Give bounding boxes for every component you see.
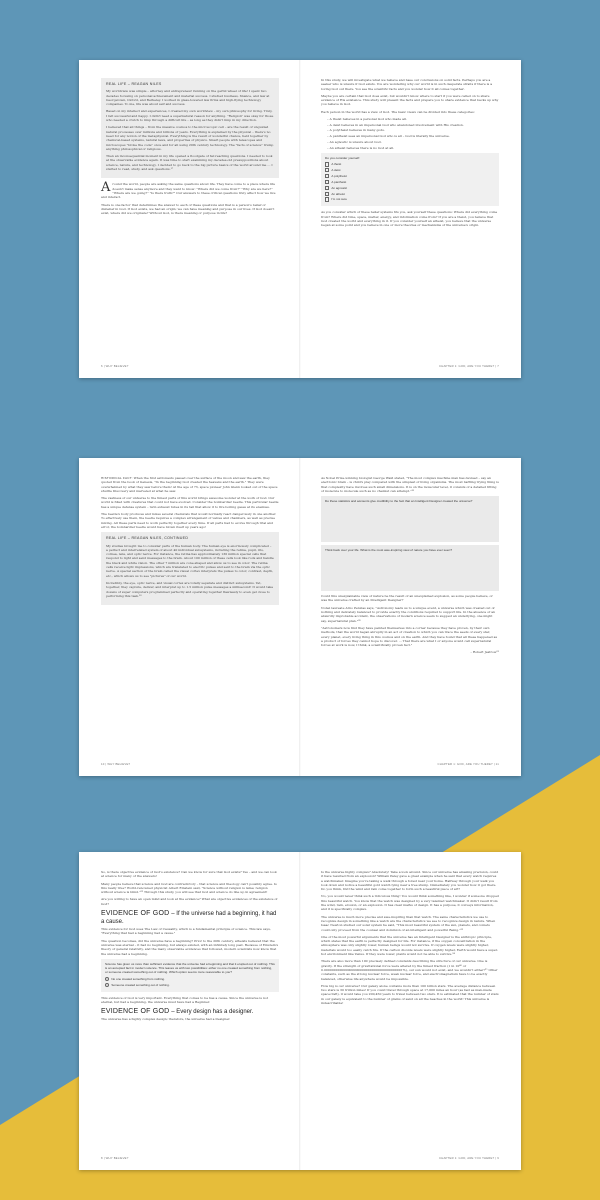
- list-item: – An atheist believes there is no God at all.: [327, 146, 499, 150]
- body-paragraph: The universe has a highly complex design; therefore, the universe had a Designer.: [101, 1017, 231, 1022]
- sidebar-paragraph: I believed that all things – from the massive cosmos to the microscopic cell – are the result of unguided natural processes over millions and billions of years. Everything is explained by the physical – there's no need for any notion of the metaphysical. Everything is the result of wonderful chance, held together by chemical-based systems, natural laws, and properties of physics. Smart people with telescopes and microscopes "broke the code" once and for all using 20th century technology. The "facts of science" trump anything philosophical or religious.: [106, 125, 274, 151]
- checkbox-option[interactable]: A theist: [325, 162, 495, 166]
- worksheet-question: [101, 959, 279, 992]
- sidebar-paragraph: Based on my intellect and experiences, I created my own worldview – my own philosophy for living. Truly, I felt successful and happy. I didn't need a supernatural reason for anything. "Religion" was okay for those who needed a crutch to limp through a difficult life – as long as they didn't limp in my direction.: [106, 109, 274, 123]
- body-paragraph: How big is our universe? Our galaxy alone contains more than 100 billion stars. The average distance between two stars is 30 trillion miles! If you could travel through space at 17,000 miles an hour (as fast as man-made spacecraft), it would take you 200,450 years to travel between two stars. It is estimated that the number of stars in our galaxy is equivalent to the number of grains of sand on all the beaches in the world! This universe is indescribable!: [321, 983, 499, 1006]
- radio-option[interactable]: No one created something from nothing.: [105, 977, 275, 981]
- checkbox-option[interactable]: A polytheist: [325, 174, 495, 178]
- page-footer-right: CHAPTER 1: GOD, ARE YOU THERE? | 7: [439, 364, 499, 368]
- sidebar-title: REAL LIFE – REAGAN NILES: [106, 82, 162, 86]
- sidebar-title: REAL LIFE – REAGAN NILES, CONTINUED: [106, 536, 189, 541]
- body-paragraph: Is the universe highly complex? Absolutely! Take a look around. Since our universe has amazing precision, could it have resulted from an explosion? William Paley gave a great example when he said that every watch requires a watchmaker. Imagine you're taking a walk through a forest near your home. Halfway through your walk you look down and notice a beautiful gold watch lying near a tree stump. Immediately you wonder how it got there. Do you think, Did the wind and rain come together to form such a beautiful piece of art?: [321, 870, 499, 892]
- sidebar-paragraph: My worldview was simple – attorney and entrepreneur running on the gerbil wheel of life! I spent two decades focusing on personal achievement and material success. I studied business, finance, and law at Georgetown, Oxford, and Berkeley. I worked in glass-towered law firms and high-flying technology companies. To me, life was about self and success.: [106, 89, 270, 107]
- body-paragraph: One of the most powerful arguments that the universe has an Intelligent Designer is the anthropic principle, which states that the earth is perfectly designed for life. For instance, if the oxygen concentration in the atmosphere was only slightly lower, human beings would not survive. If oxygen levels were slightly higher, materials would too easily catch fire. If the carbon dioxide levels were slightly higher, Earth would have a super-hot environment like Venus. If they were lower, plants would not be able to survive.²⁴: [321, 934, 499, 957]
- section-heading: [101, 1008, 279, 1016]
- answer-field[interactable]: Do these statistics and accounts give credibility to the fact that an Intelligent Designer created the universe?: [321, 496, 499, 542]
- belief-list: [321, 117, 499, 150]
- body-paragraph: The universe is much more precise and awe-inspiring than that watch. The same characteristics we use to recognize design in something like a watch are the characteristics we see to recognize design in nature. When Isaac Newton studied our solar system he said, "This most beautiful system of the sun, planets, and comets could only proceed from the counsel and dominion of an intelligent and powerful Being."²³: [321, 914, 496, 932]
- page-10: [101, 476, 279, 609]
- heading-sub: – Every design has a designer.: [171, 1009, 254, 1016]
- book-spread-pages-8-9: [79, 852, 521, 1170]
- body-paragraph: Many people believe that science and God are contradictory – that science and theology can't possibly agree. Is this really true? World-renowned physicist Albert Einstein said, "Science without religion is lame; religion without science is blind."²² Through this study, you will see that God and science do line up in agreement!: [101, 881, 277, 895]
- checkbox-option[interactable]: I'm not sure: [325, 197, 495, 201]
- page-footer-right: CHAPTER 1: GOD, ARE YOU THERE? | 9: [439, 1156, 499, 1160]
- body-paragraph: There are also more than 100 precisely defined constants describing the structure of our universe. One is gravity. If the strength of gravitational force were altered by the tiniest fraction (1 in 10⁴⁰ or 0.0000000000000000000000000000000000000001%), our sun would not exist, and we wouldn't either!²⁵ Other constants, such as the strong nuclear force, weak nuclear force, and electromagnetism have to be exactly balanced, otherwise life anywhere would be impossible.: [321, 959, 498, 981]
- sidebar-paragraph: Then an inconsequential moment in my life opened a floodgate of far-reaching questions. I needed to look at the observable evidence again. It was time to start examining my decades-old presuppositions about science, nature, and technology. I decided to go back to the big picture basics of the world around me … I started to read, study, and ask questions.¹⁷: [106, 154, 273, 172]
- list-item: – A theist believes in a personal God who made all.: [327, 117, 499, 121]
- sidebar-paragraph: Incredibly, the eye, optic nerve, and visual cortex are totally separate and distinct subsystems. Yet, together, they capture, deliver, and interpret up to 1.5 million pulse messages a millisecond! It would take dozens of super computers programmed perfectly and operating together flawlessly to even get close to performing this task.¹⁸: [106, 580, 274, 598]
- body-paragraph: As Nobel Prize-winning biologist George Wald stated, "The most complex machine man has devised – say an electronic brain – is child's play compared with the simplest of living organisms. The most baffling trying thing is that complexity have involves such small dimensions. It is on the molecular level, it consists of a detailed fitting of molecule to molecule such as no chemist can attempt."¹⁹: [321, 476, 499, 493]
- body-paragraph: Could this unexplainable view of nature be the result of an unexplained explosion, as some people believe, or was the universe crafted by an Intelligent Designer?: [321, 594, 493, 603]
- book-spread-pages-10-11: [79, 458, 521, 776]
- drop-cap: A: [101, 180, 111, 196]
- checkbox-option[interactable]: A pantheist: [325, 180, 495, 184]
- historical-fact-text: When the first astronauts passed over the surface of the moon and saw the earth, they quoted from the book of Genesis, "In the beginning God created the heavens and the earth." They were overwhelmed by what they saw before them! At the age of 73, space pioneer John Glenn looked out of the space shuttle Discovery and marveled at what he saw.: [101, 476, 278, 493]
- question-label: Do you consider yourself:: [325, 155, 360, 160]
- body-paragraph: Each person in the world has a view of God. The basic views can be divided into these categories:: [321, 109, 475, 114]
- checkbox-option[interactable]: A deist: [325, 168, 495, 172]
- body-paragraph: The vastness of our universe to the tiniest parts of this world brings awesome wonder at the work of God. Our world is filled with creatures that could not have evolved. Consider the bombardier beetle. This particular beetle has a unique defense system – twin exhaust tubes in its tail that allow it to fire boiling gases at its enemies.: [101, 496, 279, 509]
- body-paragraph: The beetle's body produces and mixes several chemicals that would normally react dangerously in one another. To effectively use them, the beetle requires a complex arrangement of valves and chambers, as well as precise mixing. All these parts need to work perfectly together every time. If all parts had to evolve through trial and error, the bombardier beetle would have blown itself up years ago!: [101, 512, 277, 529]
- page-footer-left: 6 | WHY BELIEVE?: [101, 364, 129, 368]
- body-paragraph: As you consider which of these belief systems fits you, ask yourself these questions: Where did everything come from? Where did time, space, matter, energy, and information come from? If you are a theist, you believe that God created the world and everything in it. If you consider yourself an atheist, you believe that the universe began at some point and you believe in one or more theories or mechanisms of the universe's origin.: [321, 210, 498, 228]
- page-8: [101, 870, 279, 1024]
- body-paragraph: This evidence for God uses The Law of Causality, which is a fundamental principle of science. This law says, "Everything that had a beginning had a cause.": [101, 927, 271, 936]
- body-paragraph: The question becomes, did the universe have a beginning? Prior to the 20th century, atheists believed that the universe was eternal – it had no beginning, but always existed, with an infinitely long past. Because of Einstein's theory of general relativity, and the many observable evidences that followed, modern scientists now know that the universe had a beginning.: [101, 938, 279, 956]
- list-item: – A polytheist believes in many gods.: [327, 128, 499, 132]
- page-9: [321, 870, 499, 1008]
- radio-option[interactable]: Someone created something out of nothing.: [105, 983, 275, 987]
- list-item: – A pantheist sees an impersonal God who is all – God is literally the universe.: [327, 134, 499, 138]
- real-life-sidebar: [101, 532, 279, 605]
- historical-fact-label: HISTORICAL FACT:: [101, 476, 133, 480]
- body-paragraph: So, is there objective evidence of God's existence? Can we know for sure that God exists? Yes – and we can look at science for many of the answers!: [101, 870, 277, 879]
- body-paragraph: Maybe you are certain that God does exist, but wouldn't know where to start if you were called on to share evidence of His existence. This study will present the facts and prepare you to share evidence that backs up why you believe in God.: [321, 93, 499, 107]
- worksheet-question: [321, 153, 499, 207]
- heading-main: EVIDENCE OF GOD: [101, 1008, 170, 1016]
- quote-paragraph: "Astronomers now find they have painted themselves into a corner because they have proven, by their own methods, that the world began abruptly in an act of creation to which you can trace the seeds of every star, every planet, every living thing in this cosmos and on the earth. And they have found that all these happened as a product of forces they cannot hope to discover. … That there are what I or anyone would call supernatural forces at work is now, I think, a scientifically proven fact.": [321, 625, 498, 648]
- book-spread-pages-6-7: [79, 60, 521, 378]
- quote-attribution: – Robert Jastrow²¹: [470, 650, 499, 655]
- sidebar-paragraph: My studies brought me to consider parts of the human body. The human eye is enormously complicated – a perfect and interrelated system of about 40 individual subsystems, including the retina, pupil, iris, cornea, lens, and optic nerve. For instance, the retina has approximately 130 million special cells that respond to light and send messages to the brain. About 100 million of these cells look like rods and handle the black and white vision. The other 7 million are cone-shaped and allow us to see in color. The retina cells receive light impressions, which are translated to electric pulses and sent to the brain via the optic nerve. A special section of the brain called the visual cortex interprets the pulses to color, contrast, depth, etc., which allows us to see "pictures" of our world.: [106, 543, 274, 578]
- body-paragraph: No, you would never think such a ridiculous thing! You would think something like, I wonder if someone dropped this beautiful watch. You know that the watch was designed by a very talented watchmaker. It didn't result from the wind, rain, erosion, or an explosion. It has clear marks of design. It has a purpose, it conveys information, and it is specifically complex.: [321, 894, 499, 912]
- checkbox-option[interactable]: An agnostic: [325, 186, 495, 190]
- real-life-sidebar: [101, 78, 279, 178]
- answer-field[interactable]: Think back over your life. What is the most awe-inspiring view of nature you have ever seen?: [321, 545, 499, 591]
- body-paragraph: [101, 476, 279, 493]
- intro-text: round the world, people are asking the same questions about life. They have come to a place where life doesn't make sense anymore and they want to know: "Where did we come from?" "Why are we here?" "Where are we going?" "Is there truth?" Our answers to these critical questions truly affect how we live and interact.: [101, 182, 276, 200]
- body-paragraph: In this study, we will investigate what we believe and base our conclusions on solid facts. Perhaps you are a seeker who is unsure if God exists. You are wondering why our world is in such desperate straits if there is a loving God out there. You see the scientific facts and you wonder how it all comes together.: [321, 78, 493, 91]
- question-label: Science has given us more than sufficient evidence that the universe had a beginning and that it erupted out of nothing. This is an accepted fact in modern science. This leaves us with two possibilities: either no one created something from nothing, or someone created something out of nothing. Which option seems more reasonable to you?: [105, 961, 275, 975]
- checkbox-option[interactable]: An atheist: [325, 192, 495, 196]
- section-heading: [101, 910, 279, 926]
- body-paragraph: Nobel laureate Arno Penzias says, "Astronomy leads us to a unique event, a universe which was created out of nothing and delicately balanced to provide exactly the conditions required to support life. In the absence of an absurdly improbable accident, the observations of modern science seem to suggest an underlying, one might say, supernatural plan."²⁰: [321, 605, 496, 623]
- page-11: [321, 476, 499, 658]
- page-7: [321, 78, 499, 231]
- page-footer-left: 8 | WHY BELIEVE?: [101, 1156, 129, 1160]
- heading-main: EVIDENCE OF GOD: [101, 910, 170, 918]
- intro-paragraph: [101, 182, 279, 199]
- body-paragraph: Are you willing to have an open mind and look at the evidence? What are objective evidences of the existence of God?: [101, 897, 278, 906]
- page-6: [101, 78, 279, 218]
- heading-sub: – If the universe had a beginning, it had a cause.: [101, 911, 277, 926]
- page-footer-left: 10 | WHY BELIEVE?: [101, 762, 131, 766]
- list-item: – A deist believes in an impersonal God who abandoned involvement with His creation.: [327, 123, 499, 127]
- page-footer-right: CHAPTER 1: GOD, ARE YOU THERE? | 11: [437, 762, 499, 766]
- body-paragraph: There is one factor that determines the answer to each of these questions and that is a person's belief or disbelief in God. If God exists, we had an origin; we can have meaning and purpose in our lives. If God doesn't exist, where did we originate? Without God, is there meaning or purpose in life?: [101, 202, 275, 216]
- body-paragraph: This evidence of God is very important. Everything that comes to be has a cause. Since the universe is not eternal, but had a beginning, the universe must have had a Beginner.: [101, 995, 269, 1004]
- list-item: – An agnostic is unsure about God.: [327, 140, 499, 144]
